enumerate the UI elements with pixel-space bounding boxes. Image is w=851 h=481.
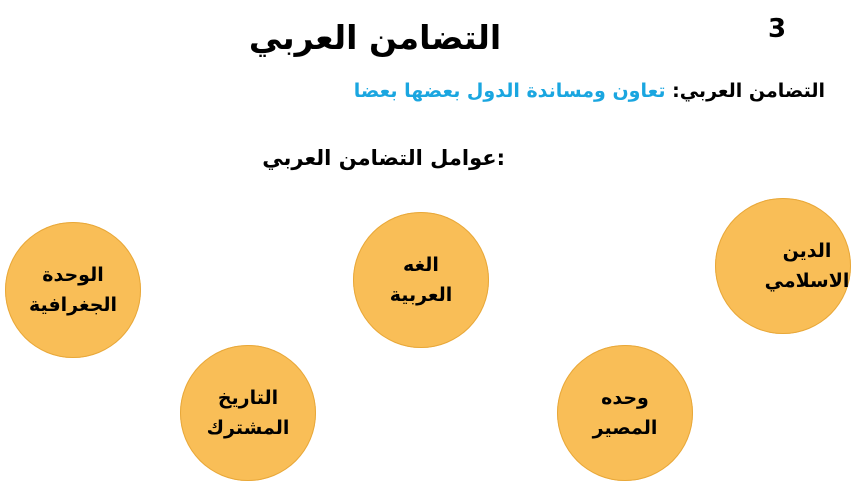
factor-label: الوحدة الجغرافية [28, 263, 118, 316]
page-title: التضامن العربي [248, 18, 502, 57]
factor-circle-language [353, 212, 489, 348]
factor-circle-religion [715, 198, 851, 334]
factors-heading: :عوامل التضامن العربي [262, 146, 505, 170]
factor-label: وحده المصير [592, 386, 658, 439]
slide-number-mark: 3 [768, 14, 787, 44]
factor-circle-destiny [557, 345, 693, 481]
factor-label: الغه العربية [389, 253, 453, 306]
factor-circle-history [180, 345, 316, 481]
factor-label: الدين الاسلامي [764, 239, 850, 292]
definition-label: التضامن العربي: [672, 80, 825, 102]
definition-line [305, 80, 825, 103]
definition-text: تعاون ومساندة الدول بعضها بعضا [353, 80, 666, 102]
factor-label: التاريخ المشترك [206, 386, 290, 439]
factor-circle-geography [5, 222, 141, 358]
